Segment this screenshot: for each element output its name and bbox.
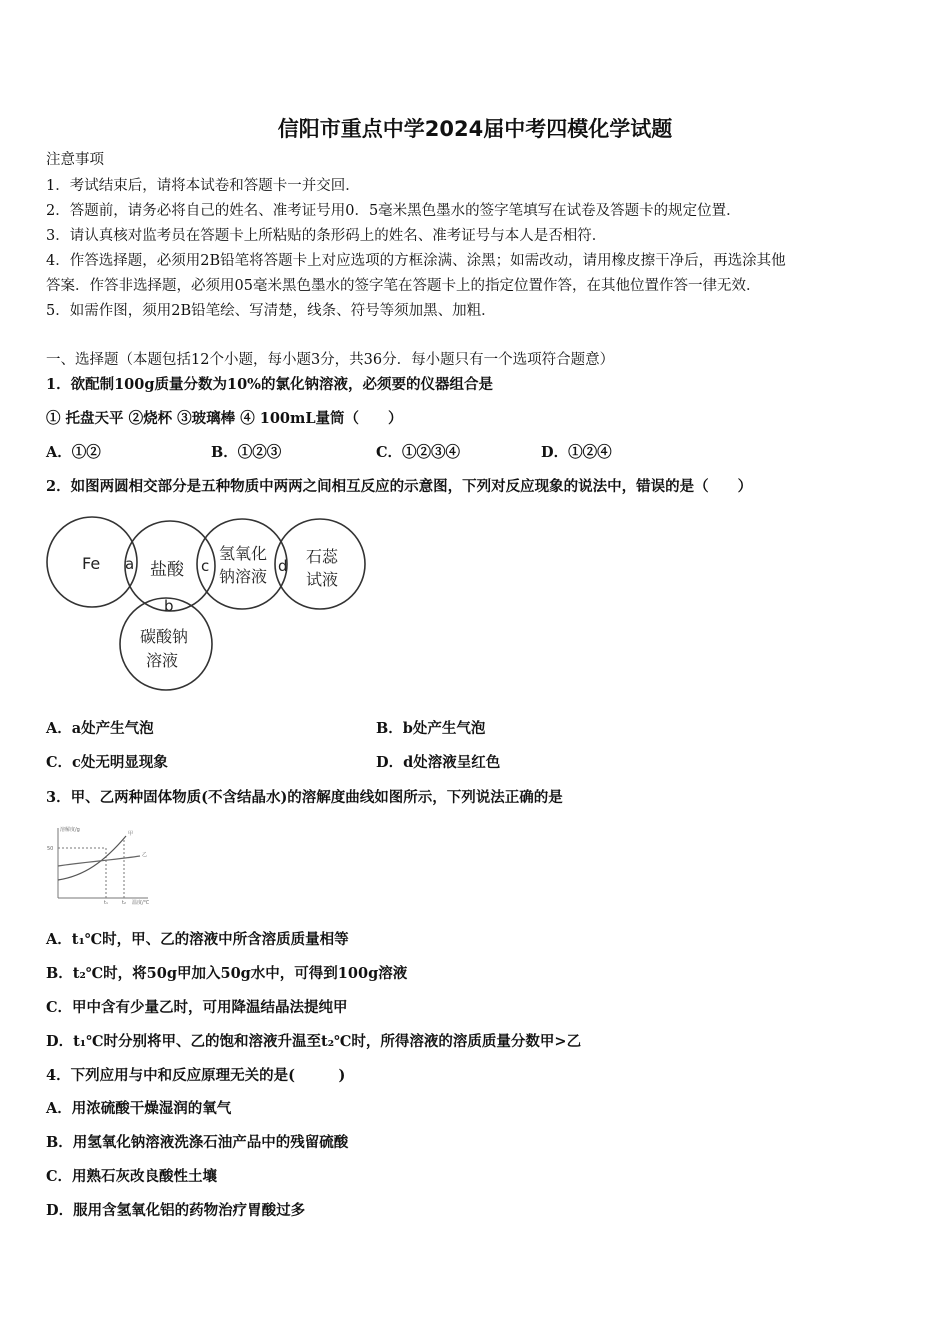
q3-option-d: D．t₁℃时分别将甲、乙的饱和溶液升温至t₂℃时，所得溶液的溶质质量分数甲>乙 [46,1033,582,1050]
notice-item-3: 3．请认真核对监考员在答题卡上所粘贴的条形码上的姓名、准考证号与本人是否相符． [46,228,607,244]
notice-item-4: 4．作答选择题，必须用2B铅笔将答题卡上对应选项的方框涂满、涂黑；如需改动，请用橡皮擦干净后，再选涂其他 [46,253,786,269]
curve-jia [58,836,126,880]
na2co3-label-1: 碳酸钠 [140,627,189,646]
q2-venn-figure [40,508,380,703]
q2-option-a: A．a处产生气泡 [46,720,154,737]
q1-option-d: D．①②④ [541,444,612,461]
notice-item-1: 1．考试结束后，请将本试卷和答题卡一并交回． [46,178,360,194]
region-b-label: b [164,597,174,615]
region-d-label: d [278,557,288,575]
hcl-label: 盐酸 [150,560,184,580]
q4-option-a: A．用浓硫酸干燥湿润的氧气 [46,1100,232,1117]
q2-stem: 2．如图两圆相交部分是五种物质中两两之间相互反应的示意图，下列对反应现象的说法中，错误的是（ ） [46,478,753,495]
naoh-label-2: 钠溶液 [219,567,268,586]
q1-items: ① 托盘天平 ②烧杯 ③玻璃棒 ④ 100mL量筒（ ） [46,410,403,427]
notice-item-5: 5．如需作图，须用2B铅笔绘、写清楚，线条、符号等须加黑、加粗． [46,303,496,319]
q4-option-b: B．用氢氧化钠溶液洗涤石油产品中的残留硫酸 [46,1134,349,1151]
chart-y-tick-50: 50 [47,846,54,852]
naoh-label-1: 氢氧化 [219,544,268,563]
chart-x-tick-t2: t₂ [122,900,126,906]
notice-item-2: 2．答题前，请务必将自己的姓名、准考证号用0．5毫米黑色墨水的签字笔填写在试卷及答题卡的规定位置． [46,203,741,219]
q4-stem: 4．下列应用与中和反应原理无关的是( ) [46,1067,346,1084]
section-heading: 一、选择题（本题包括12个小题，每小题3分，共36分．每小题只有一个选项符合题意） [46,352,615,368]
q3-stem: 3．甲、乙两种固体物质(不含结晶水)的溶解度曲线如图所示，下列说法正确的是 [46,789,563,806]
chart-xlabel: 温度/℃ [132,900,150,906]
q3-option-c: C．甲中含有少量乙时，可用降温结晶法提纯甲 [46,999,348,1016]
curve-label-jia: 甲 [128,831,134,837]
fe-label: Fe [82,554,101,573]
na2co3-label-2: 溶液 [146,651,179,670]
q4-option-d: D．服用含氢氧化铝的药物治疗胃酸过多 [46,1202,306,1219]
q1-option-a: A．①② [46,444,101,461]
chart-x-tick-t1: t₁ [104,900,108,906]
q4-option-c: C．用熟石灰改良酸性土壤 [46,1168,218,1185]
q2-option-b: B．b处产生气泡 [376,720,486,737]
chart-ylabel: 溶解度/g [60,827,80,833]
q1-option-c: C．①②③④ [376,444,461,461]
curve-label-yi: 乙 [142,852,148,858]
q3-option-a: A．t₁℃时，甲、乙的溶液中所含溶质质量相等 [46,931,349,948]
q1-option-b: B．①②③ [211,444,282,461]
naoh-circle [197,519,287,609]
q1-stem: 1．欲配制100g质量分数为10%的氯化钠溶液，必须要的仪器组合是 [46,376,493,393]
q2-option-d: D．d处溶液呈红色 [376,754,501,771]
notice-item-4-cont: 答案．作答非选择题，必须用05毫米黑色墨水的签字笔在答题卡上的指定位置作答，在其他位置作答一律无效． [46,278,761,294]
region-a-label: a [125,555,135,573]
curve-yi [58,856,140,866]
litmus-label-1: 石蕊 [306,547,339,566]
litmus-label-2: 试液 [306,570,339,589]
region-c-label: c [201,557,210,575]
notice-heading: 注意事项 [46,152,104,168]
page-title: 信阳市重点中学2024届中考四模化学试题 [277,117,673,141]
q3-solubility-chart [44,822,156,906]
q2-option-c: C．c处无明显现象 [46,754,168,771]
q3-option-b: B．t₂℃时，将50g甲加入50g水中，可得到100g溶液 [46,965,408,982]
